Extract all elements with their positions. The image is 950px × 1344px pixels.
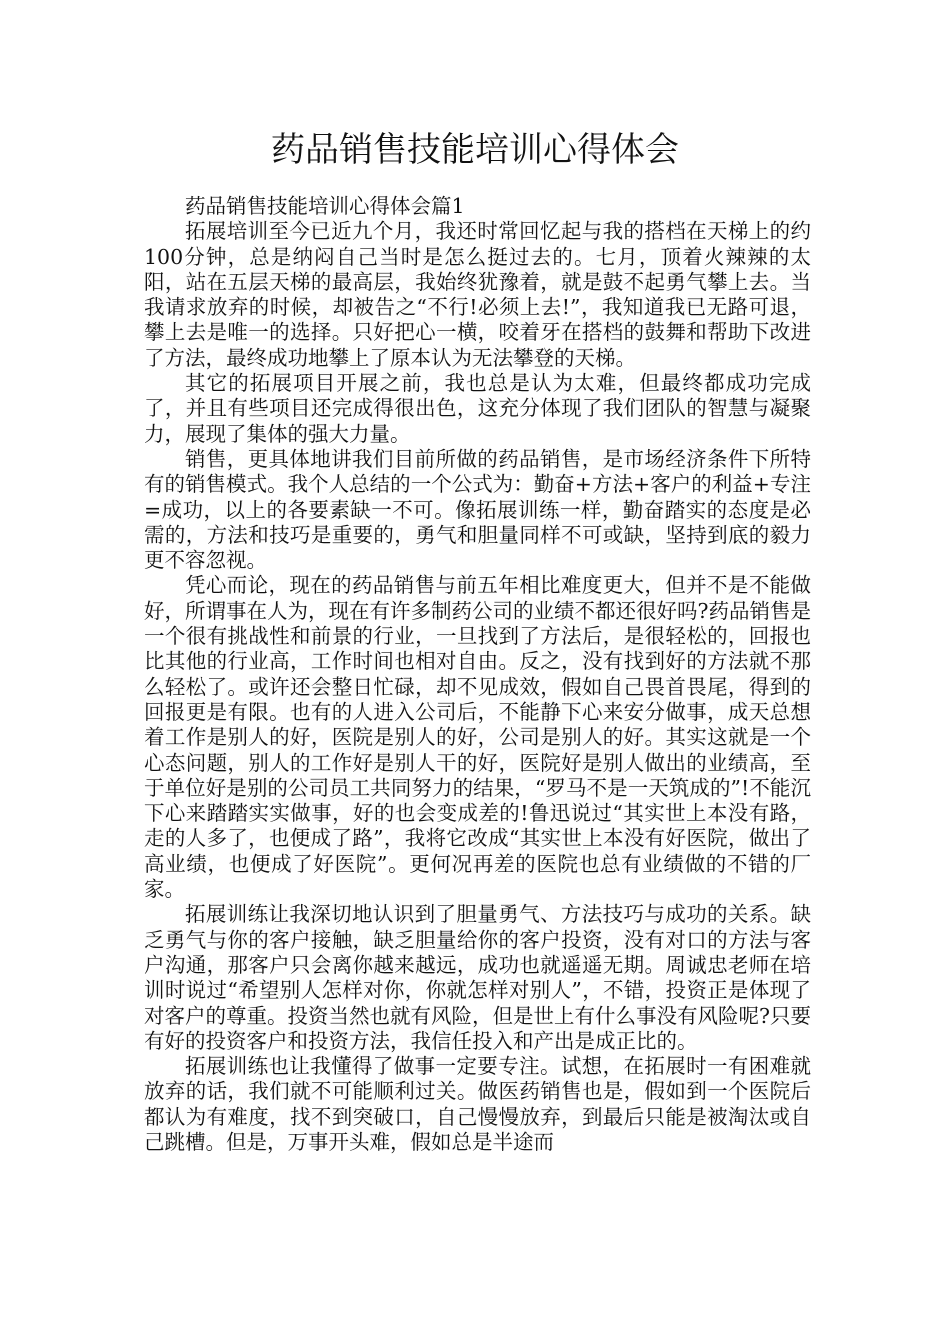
document-title: 药品销售技能培训心得体会 — [271, 130, 679, 170]
paragraph: 拓展训练让我深切地认识到了胆量勇气、方法技巧与成功的关系。缺乏勇气与你的客户接触，缺乏胆量给你的客户投资，没有对口的方法与客户沟通，那客户只会离你越来越远，成功也就遥遥无期。周诚忠老师在培训时说过“希望别人怎样对你，你就怎样对别人”，不错，投资正是体现了对客户的尊重。投资当然也就有风险，但是世上有什么事没有风险呢?只要有好的投资客户和投资方法，我信任投入和产出是成正比的。 — [144, 902, 811, 1053]
document-body — [144, 194, 811, 1155]
paragraph: 拓展培训至今已近九个月，我还时常回忆起与我的搭档在天梯上的约100分钟，总是纳闷自己当时是怎么挺过去的。七月，顶着火辣辣的太阳，站在五层天梯的最高层，我始终犹豫着，就是鼓不起勇气攀上去。当我请求放弃的时候，却被告之“不行!必须上去!”，我知道我已无路可退，攀上去是唯一的选择。只好把心一横，咬着牙在搭档的鼓舞和帮助下改进了方法，最终成功地攀上了原本认为无法攀登的天梯。 — [144, 219, 811, 370]
paragraph: 销售，更具体地讲我们目前所做的药品销售，是市场经济条件下所特有的销售模式。我个人总结的一个公式为：勤奋+方法+客户的利益+专注=成功，以上的各要素缺一不可。像拓展训练一样，勤奋踏实的态度是必需的，方法和技巧是重要的，勇气和胆量同样不可或缺，坚持到底的毅力更不容忽视。 — [144, 446, 811, 573]
paragraph: 其它的拓展项目开展之前，我也总是认为太难，但最终都成功完成了，并且有些项目还完成得很出色，这充分体现了我们团队的智慧与凝聚力，展现了集体的强大力量。 — [144, 371, 811, 446]
section-heading: 药品销售技能培训心得体会篇1 — [185, 194, 465, 218]
paragraph: 凭心而论，现在的药品销售与前五年相比难度更大，但并不是不能做好，所谓事在人为，现在有许多制药公司的业绩不都还很好吗?药品销售是一个很有挑战性和前景的行业，一旦找到了方法后，是很轻松的，回报也比其他的行业高，工作时间也相对自由。反之，没有找到好的方法就不那么轻松了。或许还会整日忙碌，却不见成效，假如自己畏首畏尾，得到的回报更是有限。也有的人进入公司后，不能静下心来安分做事，成天总想着工作是别人的好，医院是别人的好，公司是别人的好。其实这就是一个心态问题，别人的工作好是别人干的好，医院好是别人做出的业绩高，至于单位好是别的公司员工共同努力的结果，“罗马不是一天筑成的”!不能沉下心来踏踏实实做事，好的也会变成差的!鲁迅说过“其实世上本没有路，走的人多了，也便成了路”，我将它改成“其实世上本没有好医院，做出了高业绩，也便成了好医院”。更何况再差的医院也总有业绩做的不错的厂家。 — [144, 573, 811, 902]
paragraph: 拓展训练也让我懂得了做事一定要专注。试想，在拓展时一有困难就放弃的话，我们就不可能顺利过关。做医药销售也是，假如到一个医院后都认为有难度，找不到突破口，自己慢慢放弃，到最后只能是被淘汰或自己跳槽。但是，万事开头难，假如总是半途而 — [144, 1054, 811, 1154]
